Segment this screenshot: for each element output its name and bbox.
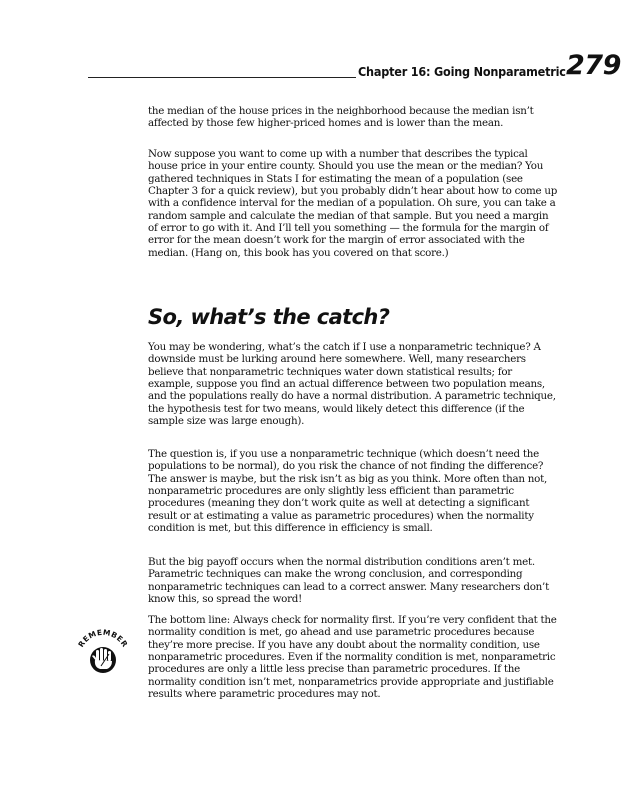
- section-heading: So, what’s the catch?: [148, 305, 390, 329]
- paragraph-county-median: Now suppose you want to come up with a number that describes the typical house price in your entire county. Should you use the mean or the median? You gathered techniques in Stats I for estimating the mean of a population (see Chapter 3 for a quick review), but you probably didn’t hear about how to come up with a confidence interval for the median of a population. Oh sure, you can take a random sample and calculate the median of that sample. But you need a margin of error to go with it. And I’ll tell you something — the formula for the margin of error for the mean doesn’t work for the margin of error associated with the median. (Hang on, this book has you covered on that score.): [148, 148, 558, 259]
- paragraph-payoff: But the big payoff occurs when the normal distribution conditions aren’t met. Parametric techniques can make the wrong conclusion, and corresponding nonparametric techniques can lead to a correct answer. Many researchers don’t know this, so spread the word!: [148, 556, 549, 606]
- chapter-title: Chapter 16: Going Nonparametric: [358, 64, 566, 79]
- remember-label: REMEMBER: [76, 627, 130, 649]
- paragraph-intro: the median of the house prices in the neighborhood because the median isn’t affected by those few higher-priced homes and is lower than the mean.: [148, 105, 534, 130]
- svg-text:REMEMBER: [76, 628, 129, 649]
- header-rule: [88, 77, 356, 78]
- remember-icon: [72, 620, 134, 682]
- paragraph-question: The question is, if you use a nonparametric technique (which doesn’t need the populations to be normal), do you risk the chance of not finding the difference? The answer is maybe, but the risk isn’t as big as you think. More often than not, nonparametric procedures are only slightly less efficient than parametric procedures (meaning they don’t work quite as well at detecting a significant result or at estimating a value as parametric procedures) when the normality condition is met, but this difference in efficiency is small.: [148, 448, 548, 535]
- paragraph-catch: You may be wondering, what’s the catch if I use a nonparametric technique? A downside must be lurking around here somewhere. Well, many researchers believe that nonparametric techniques water down statistical results; for example, suppose you find an actual difference between two population means, and the populations really do have a normal distribution. A parametric technique, the hypothesis test for two means, would likely detect this difference (if the sample size was large enough).: [148, 341, 556, 428]
- page-number: 279: [566, 50, 621, 81]
- paragraph-bottom-line: The bottom line: Always check for normality first. If you’re very confident that the normality condition is met, go ahead and use parametric procedures because they’re more precise. If you have any doubt about the normality condition, use nonparametric procedures. Even if the normality condition is met, nonparametric procedures are only a little less precise than parametric procedures. If the normality condition isn’t met, nonparametrics provide appropriate and justifiable results where parametric procedures may not.: [148, 614, 557, 701]
